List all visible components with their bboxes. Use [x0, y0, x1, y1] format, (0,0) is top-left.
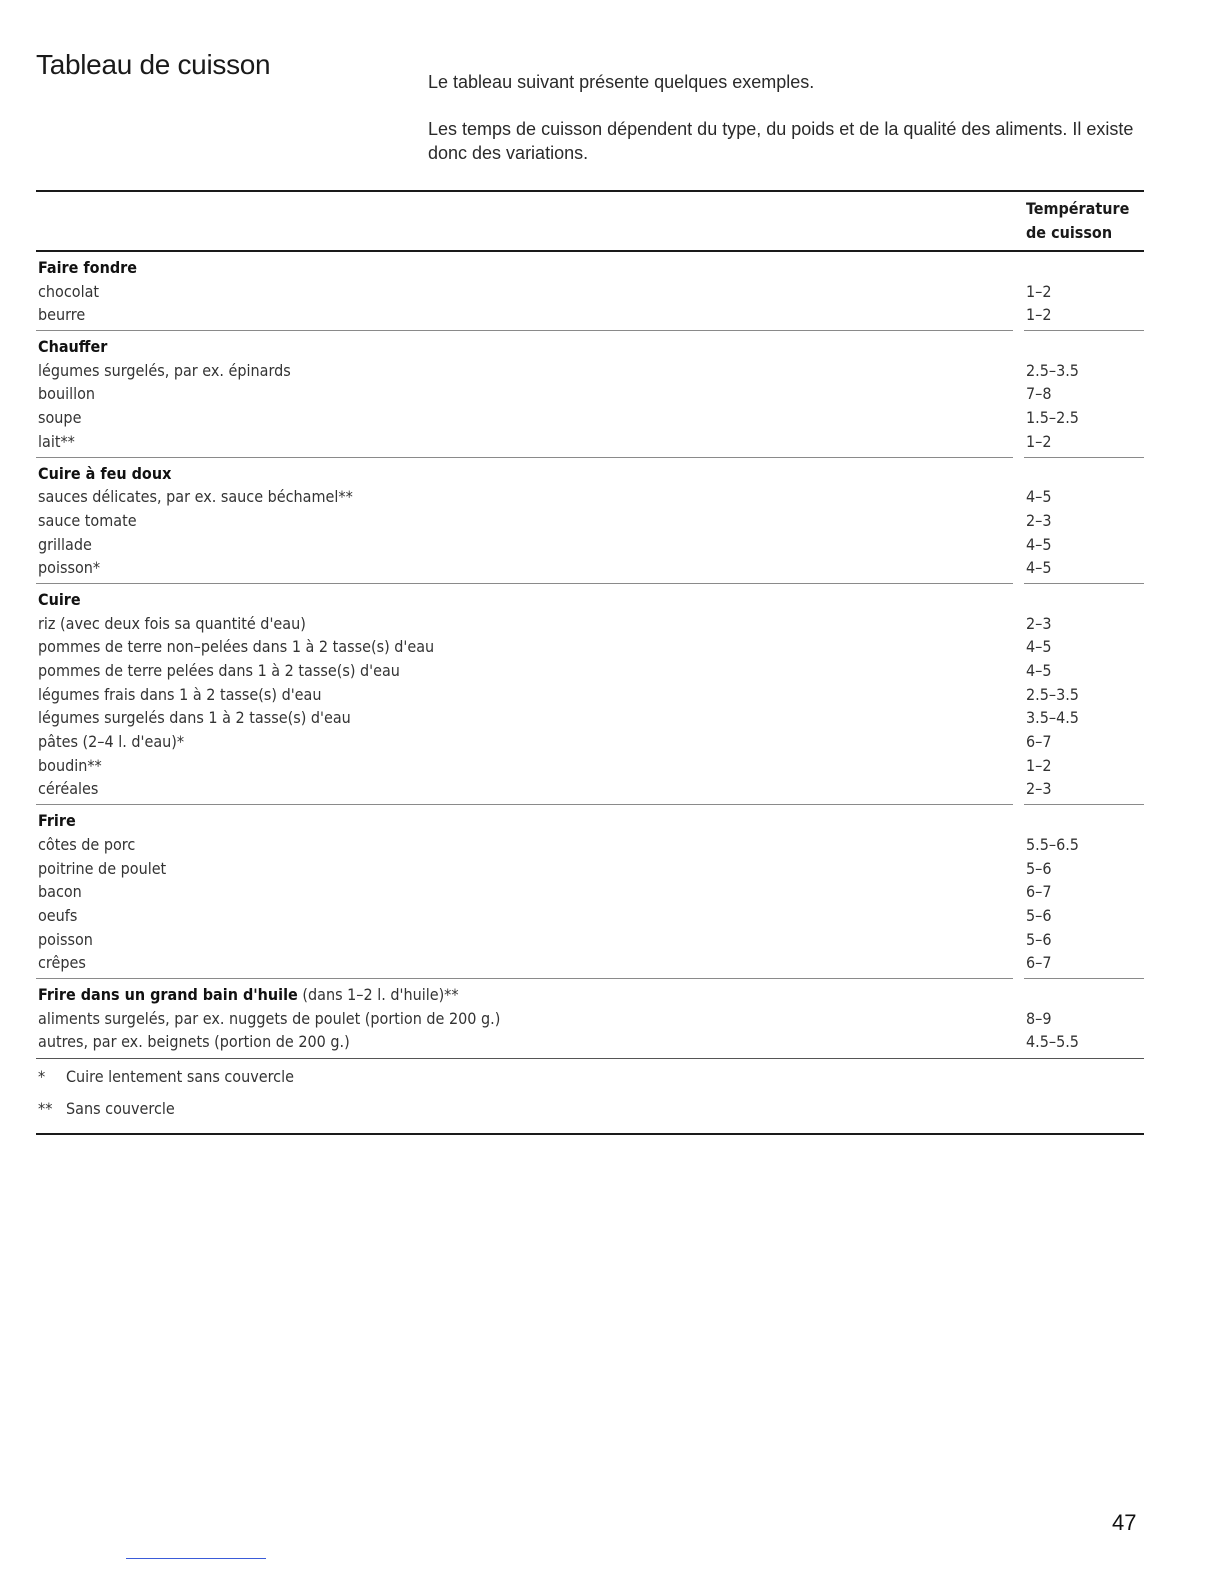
- temperature-value: 5.5–6.5: [1026, 834, 1079, 854]
- footer-link-line: [126, 1558, 266, 1559]
- temperature-value: 4.5–5.5: [1026, 1032, 1079, 1052]
- table-row: [36, 777, 1144, 801]
- food-label: aliments surgelés, par ex. nuggets de poulet (portion de 200 g.): [38, 1008, 501, 1028]
- table-row: [36, 406, 1144, 430]
- group-heading-row: [36, 256, 1144, 280]
- table-row: [36, 280, 1144, 304]
- footnotes: [36, 1059, 1144, 1135]
- group-heading: [38, 462, 171, 486]
- food-label: poitrine de poulet: [38, 858, 167, 878]
- footnote: [36, 1065, 1144, 1097]
- food-label: lait**: [38, 431, 75, 451]
- group-heading-text: Chauffer: [38, 337, 108, 357]
- table-group: [36, 979, 1144, 1059]
- food-label: légumes surgelés, par ex. épinards: [38, 360, 291, 380]
- footnote: [36, 1097, 1144, 1129]
- group-heading-row: [36, 983, 1144, 1007]
- table-row: [36, 951, 1144, 975]
- group-heading-text: Cuire à feu doux: [38, 463, 172, 483]
- group-heading: [38, 588, 81, 612]
- food-label: autres, par ex. beignets (portion de 200 g.): [38, 1032, 350, 1052]
- group-heading-text: Frire: [38, 811, 76, 831]
- footnote-mark: *: [38, 1067, 46, 1086]
- page-number: 47: [1112, 1510, 1137, 1535]
- group-heading-text: Frire dans un grand bain d'huile: [38, 984, 298, 1004]
- intro-paragraph-2: Les temps de cuisson dépendent du type, du poids et de la qualité des aliments. Il existe donc des variations.: [428, 119, 1134, 163]
- food-label: boudin**: [38, 755, 102, 775]
- food-label: céréales: [38, 779, 99, 799]
- page-title: Tableau de cuisson: [36, 48, 271, 80]
- table-group: [36, 458, 1144, 584]
- table-row: [36, 533, 1144, 557]
- temperature-value: 2–3: [1026, 613, 1052, 633]
- food-label: riz (avec deux fois sa quantité d'eau): [38, 613, 306, 633]
- food-label: légumes frais dans 1 à 2 tasse(s) d'eau: [38, 684, 322, 704]
- header-line-2: de cuisson: [1026, 223, 1113, 242]
- group-heading: [38, 256, 137, 280]
- temperature-value: 6–7: [1026, 732, 1052, 752]
- table-row: [36, 1030, 1144, 1054]
- temperature-value: 1–2: [1026, 431, 1052, 451]
- food-label: pommes de terre pelées dans 1 à 2 tasse(s) d'eau: [38, 661, 400, 680]
- food-label: sauces délicates, par ex. sauce béchamel**: [38, 487, 353, 507]
- temperature-value: 1.5–2.5: [1026, 408, 1079, 428]
- group-heading: [38, 809, 76, 833]
- table-header: [36, 192, 1144, 252]
- table-group: [36, 252, 1144, 331]
- table-row: [36, 730, 1144, 754]
- group-heading-note: (dans 1–2 l. d'huile)**: [297, 984, 459, 1004]
- food-label: légumes surgelés dans 1 à 2 tasse(s) d'eau: [38, 708, 351, 728]
- food-label: poisson: [38, 929, 93, 949]
- food-label: chocolat: [38, 281, 100, 301]
- table-row: [36, 635, 1144, 659]
- footnote-mark: **: [38, 1099, 53, 1118]
- table-row: [36, 509, 1144, 533]
- food-label: pâtes (2–4 l. d'eau)*: [38, 732, 185, 752]
- food-label: bacon: [38, 882, 82, 902]
- table-row: [36, 485, 1144, 509]
- table-row: [36, 382, 1144, 406]
- temperature-column-header: [1026, 197, 1129, 245]
- table-row: [36, 880, 1144, 904]
- table-row: [36, 430, 1144, 454]
- temperature-value: 5–6: [1026, 858, 1052, 878]
- group-heading: [38, 983, 459, 1007]
- group-heading-row: [36, 588, 1144, 612]
- group-heading: [38, 335, 107, 359]
- table-row: [36, 706, 1144, 730]
- table-row: [36, 754, 1144, 778]
- temperature-value: 2–3: [1026, 510, 1052, 530]
- table-row: [36, 1007, 1144, 1031]
- temperature-value: 6–7: [1026, 953, 1052, 973]
- food-label: poisson*: [38, 558, 101, 578]
- temperature-value: 8–9: [1026, 1008, 1052, 1028]
- table-row: [36, 857, 1144, 881]
- food-label: grillade: [38, 534, 92, 554]
- temperature-value: 4–5: [1026, 558, 1052, 578]
- table-row: [36, 833, 1144, 857]
- temperature-value: 7–8: [1026, 384, 1052, 404]
- group-heading-text: Faire fondre: [38, 258, 137, 277]
- group-heading-row: [36, 809, 1144, 833]
- footnote-text: Sans couvercle: [66, 1099, 175, 1118]
- table-group: [36, 331, 1144, 457]
- food-label: oeufs: [38, 905, 78, 925]
- table-row: [36, 612, 1144, 636]
- temperature-value: 2.5–3.5: [1026, 360, 1079, 380]
- temperature-value: 5–6: [1026, 929, 1052, 949]
- intro-paragraph-1: Le tableau suivant présente quelques exemples.: [428, 72, 815, 92]
- table-row: [36, 928, 1144, 952]
- table-row: [36, 659, 1144, 683]
- footnote-text: Cuire lentement sans couvercle: [66, 1067, 294, 1086]
- table-body: [36, 252, 1144, 1059]
- temperature-value: 5–6: [1026, 905, 1052, 925]
- group-heading-row: [36, 335, 1144, 359]
- food-label: pommes de terre non–pelées dans 1 à 2 tasse(s) d'eau: [38, 637, 435, 657]
- temperature-value: 4–5: [1026, 534, 1052, 554]
- table-group: [36, 805, 1144, 979]
- table-row: [36, 359, 1144, 383]
- temperature-value: 1–2: [1026, 755, 1052, 775]
- temperature-value: 3.5–4.5: [1026, 708, 1079, 728]
- table-row: [36, 556, 1144, 580]
- food-label: beurre: [38, 305, 86, 325]
- food-label: crêpes: [38, 953, 86, 973]
- cooking-table: [36, 190, 1144, 1135]
- temperature-value: 4–5: [1026, 487, 1052, 507]
- group-heading-row: [36, 462, 1144, 486]
- table-row: [36, 303, 1144, 327]
- temperature-value: 1–2: [1026, 305, 1052, 325]
- temperature-value: 2–3: [1026, 779, 1052, 799]
- table-group: [36, 584, 1144, 805]
- food-label: soupe: [38, 408, 82, 428]
- temperature-value: 1–2: [1026, 281, 1052, 301]
- temperature-value: 4–5: [1026, 661, 1052, 680]
- header-line-1: Température: [1026, 199, 1130, 218]
- group-heading-text: Cuire: [38, 589, 81, 609]
- table-row: [36, 683, 1144, 707]
- food-label: sauce tomate: [38, 510, 137, 530]
- table-row: [36, 904, 1144, 928]
- food-label: côtes de porc: [38, 834, 136, 854]
- temperature-value: 4–5: [1026, 637, 1052, 657]
- food-label: bouillon: [38, 384, 95, 404]
- temperature-value: 2.5–3.5: [1026, 684, 1079, 704]
- temperature-value: 6–7: [1026, 882, 1052, 902]
